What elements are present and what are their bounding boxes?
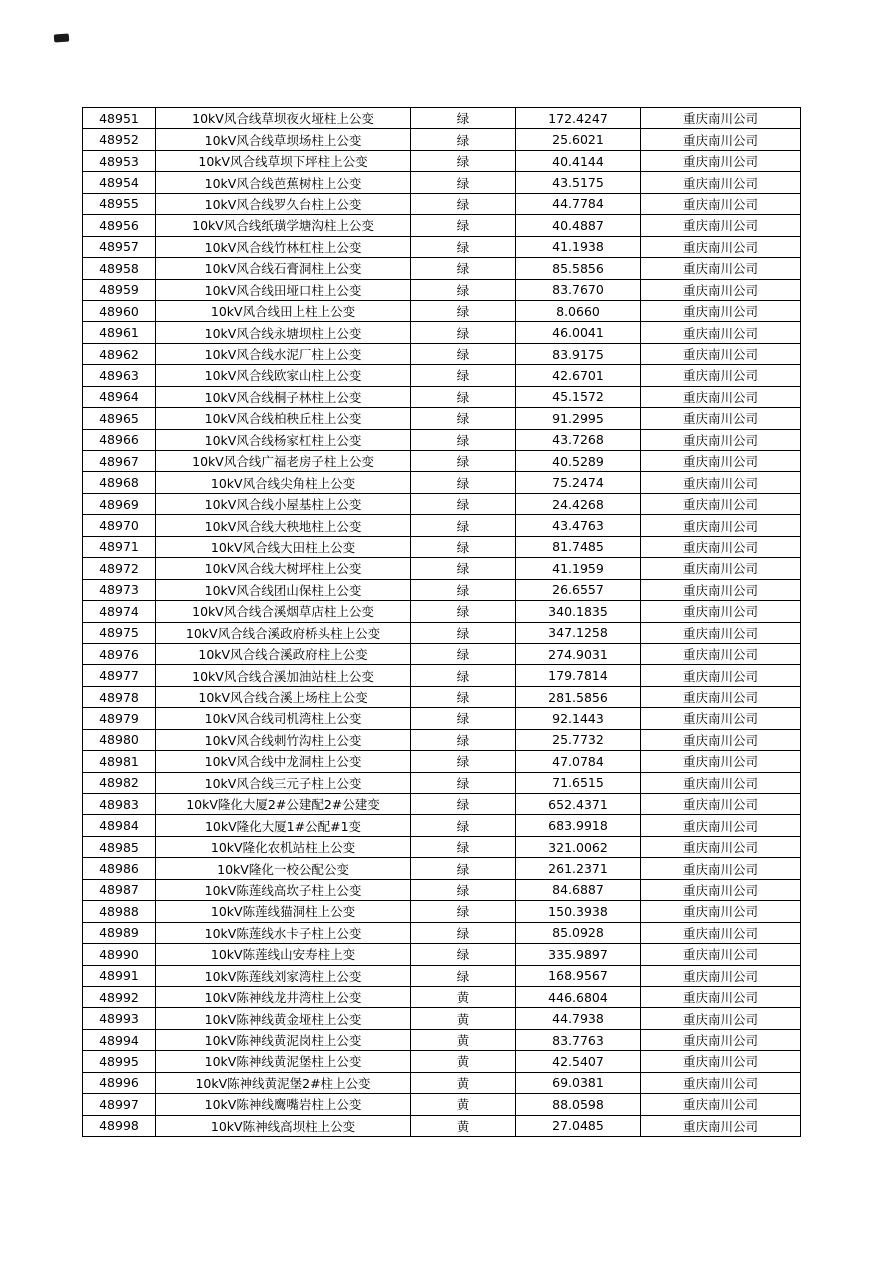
table-row [83,429,801,450]
transformer-name: 10kV风合线合溪烟草店柱上公变 [156,601,411,622]
status-color-label: 绿 [411,772,516,793]
table-row [83,815,801,836]
row-serial-number: 48951 [83,108,156,129]
table-row [83,643,801,664]
company-name: 重庆南川公司 [641,300,801,321]
load-value: 446.6804 [516,986,641,1007]
status-color-label: 黄 [411,1029,516,1050]
company-name: 重庆南川公司 [641,879,801,900]
transformer-name: 10kV陈神线黄泥堡2#柱上公变 [156,1072,411,1093]
transformer-name: 10kV风合线合溪加油站柱上公变 [156,665,411,686]
row-serial-number: 48958 [83,258,156,279]
row-serial-number: 48968 [83,472,156,493]
transformer-name: 10kV陈莲线高坎子柱上公变 [156,879,411,900]
status-color-label: 绿 [411,665,516,686]
row-serial-number: 48976 [83,643,156,664]
row-serial-number: 48965 [83,408,156,429]
transformer-name: 10kV风合线田垭口柱上公变 [156,279,411,300]
row-serial-number: 48970 [83,515,156,536]
transformer-name: 10kV风合线杨家杠柱上公变 [156,429,411,450]
status-color-label: 绿 [411,794,516,815]
load-value: 83.9175 [516,343,641,364]
table-row [83,1072,801,1093]
status-color-label: 绿 [411,451,516,472]
table-row [83,515,801,536]
table-row [83,129,801,150]
company-name: 重庆南川公司 [641,408,801,429]
table-row [83,451,801,472]
company-name: 重庆南川公司 [641,108,801,129]
company-name: 重庆南川公司 [641,515,801,536]
table-row [83,751,801,772]
transformer-name: 10kV陈莲线水卡子柱上公变 [156,922,411,943]
table-row [83,858,801,879]
company-name: 重庆南川公司 [641,815,801,836]
load-value: 43.4763 [516,515,641,536]
company-name: 重庆南川公司 [641,1072,801,1093]
company-name: 重庆南川公司 [641,858,801,879]
transformer-name: 10kV风合线小屋基柱上公变 [156,493,411,514]
row-serial-number: 48960 [83,300,156,321]
table-row [83,579,801,600]
company-name: 重庆南川公司 [641,558,801,579]
row-serial-number: 48953 [83,150,156,171]
table-row [83,150,801,171]
load-value: 46.0041 [516,322,641,343]
status-color-label: 绿 [411,429,516,450]
company-name: 重庆南川公司 [641,1094,801,1115]
company-name: 重庆南川公司 [641,258,801,279]
row-serial-number: 48969 [83,493,156,514]
row-serial-number: 48971 [83,536,156,557]
table-row [83,729,801,750]
status-color-label: 绿 [411,922,516,943]
row-serial-number: 48975 [83,622,156,643]
company-name: 重庆南川公司 [641,322,801,343]
transformer-name: 10kV风合线草坝场柱上公变 [156,129,411,150]
load-value: 335.9897 [516,944,641,965]
company-name: 重庆南川公司 [641,922,801,943]
status-color-label: 黄 [411,986,516,1007]
table-row [83,879,801,900]
load-value: 42.6701 [516,365,641,386]
row-serial-number: 48979 [83,708,156,729]
table-row [83,172,801,193]
transformer-name: 10kV风合线刺竹沟柱上公变 [156,729,411,750]
transformer-name: 10kV风合线合溪政府柱上公变 [156,643,411,664]
table-row [83,343,801,364]
status-color-label: 黄 [411,1094,516,1115]
company-name: 重庆南川公司 [641,343,801,364]
table-row [83,322,801,343]
load-value: 40.4887 [516,215,641,236]
table-row [83,493,801,514]
row-serial-number: 48987 [83,879,156,900]
transformer-name: 10kV风合线广福老房子柱上公变 [156,451,411,472]
row-serial-number: 48964 [83,386,156,407]
load-value: 84.6887 [516,879,641,900]
transformer-name: 10kV陈莲线刘家湾柱上公变 [156,965,411,986]
status-color-label: 绿 [411,172,516,193]
load-value: 85.0928 [516,922,641,943]
row-serial-number: 48997 [83,1094,156,1115]
company-name: 重庆南川公司 [641,986,801,1007]
company-name: 重庆南川公司 [641,1029,801,1050]
status-color-label: 绿 [411,515,516,536]
row-serial-number: 48954 [83,172,156,193]
row-serial-number: 48961 [83,322,156,343]
row-serial-number: 48956 [83,215,156,236]
load-value: 683.9918 [516,815,641,836]
transformer-name: 10kV隆化农机站柱上公变 [156,836,411,857]
status-color-label: 绿 [411,279,516,300]
transformer-name: 10kV风合线田上柱上公变 [156,300,411,321]
company-name: 重庆南川公司 [641,429,801,450]
company-name: 重庆南川公司 [641,172,801,193]
transformer-name: 10kV风合线桐子林柱上公变 [156,386,411,407]
row-serial-number: 48994 [83,1029,156,1050]
company-name: 重庆南川公司 [641,729,801,750]
transformer-data-table [82,107,801,1137]
row-serial-number: 48998 [83,1115,156,1136]
status-color-label: 绿 [411,622,516,643]
status-color-label: 绿 [411,965,516,986]
load-value: 71.6515 [516,772,641,793]
table-row [83,300,801,321]
transformer-name: 10kV风合线三元子柱上公变 [156,772,411,793]
row-serial-number: 48967 [83,451,156,472]
table-row [83,965,801,986]
status-color-label: 绿 [411,643,516,664]
status-color-label: 绿 [411,751,516,772]
transformer-name: 10kV风合线竹林杠柱上公变 [156,236,411,257]
row-serial-number: 48974 [83,601,156,622]
row-serial-number: 48982 [83,772,156,793]
status-color-label: 黄 [411,1008,516,1029]
company-name: 重庆南川公司 [641,386,801,407]
load-value: 281.5856 [516,686,641,707]
transformer-name: 10kV陈神线鹰嘴岩柱上公变 [156,1094,411,1115]
load-value: 92.1443 [516,708,641,729]
company-name: 重庆南川公司 [641,536,801,557]
row-serial-number: 48988 [83,901,156,922]
transformer-name: 10kV风合线团山保柱上公变 [156,579,411,600]
transformer-name: 10kV隆化大厦1#公配#1变 [156,815,411,836]
load-value: 45.1572 [516,386,641,407]
company-name: 重庆南川公司 [641,279,801,300]
table-row [83,922,801,943]
company-name: 重庆南川公司 [641,836,801,857]
transformer-name: 10kV风合线草坝下坪柱上公变 [156,150,411,171]
company-name: 重庆南川公司 [641,622,801,643]
company-name: 重庆南川公司 [641,601,801,622]
row-serial-number: 48991 [83,965,156,986]
load-value: 40.5289 [516,451,641,472]
status-color-label: 绿 [411,472,516,493]
table-row [83,408,801,429]
company-name: 重庆南川公司 [641,794,801,815]
company-name: 重庆南川公司 [641,686,801,707]
load-value: 150.3938 [516,901,641,922]
load-value: 40.4144 [516,150,641,171]
row-serial-number: 48984 [83,815,156,836]
transformer-name: 10kV隆化大厦2#公建配2#公建变 [156,794,411,815]
row-serial-number: 48995 [83,1051,156,1072]
status-color-label: 绿 [411,193,516,214]
table-row [83,365,801,386]
status-color-label: 绿 [411,901,516,922]
transformer-name: 10kV风合线合溪上场柱上公变 [156,686,411,707]
status-color-label: 绿 [411,215,516,236]
load-value: 42.5407 [516,1051,641,1072]
row-serial-number: 48962 [83,343,156,364]
table-body [83,108,801,1137]
status-color-label: 绿 [411,322,516,343]
table-row [83,193,801,214]
table-row [83,836,801,857]
status-color-label: 绿 [411,236,516,257]
load-value: 44.7784 [516,193,641,214]
load-value: 81.7485 [516,536,641,557]
load-value: 43.7268 [516,429,641,450]
load-value: 179.7814 [516,665,641,686]
transformer-name: 10kV陈莲线猫洞柱上公变 [156,901,411,922]
load-value: 652.4371 [516,794,641,815]
status-color-label: 绿 [411,879,516,900]
transformer-name: 10kV陈神线黄泥岗柱上公变 [156,1029,411,1050]
transformer-name: 10kV风合线永塘坝柱上公变 [156,322,411,343]
transformer-name: 10kV风合线纸璜学塘沟柱上公变 [156,215,411,236]
load-value: 44.7938 [516,1008,641,1029]
transformer-name: 10kV风合线中龙洞柱上公变 [156,751,411,772]
load-value: 69.0381 [516,1072,641,1093]
status-color-label: 绿 [411,365,516,386]
company-name: 重庆南川公司 [641,472,801,493]
row-serial-number: 48952 [83,129,156,150]
transformer-name: 10kV风合线柏秧丘柱上公变 [156,408,411,429]
load-value: 91.2995 [516,408,641,429]
table-row [83,1008,801,1029]
row-serial-number: 48986 [83,858,156,879]
company-name: 重庆南川公司 [641,193,801,214]
table-row [83,1029,801,1050]
company-name: 重庆南川公司 [641,236,801,257]
row-serial-number: 48989 [83,922,156,943]
company-name: 重庆南川公司 [641,451,801,472]
company-name: 重庆南川公司 [641,901,801,922]
status-color-label: 绿 [411,150,516,171]
company-name: 重庆南川公司 [641,772,801,793]
load-value: 8.0660 [516,300,641,321]
transformer-name: 10kV风合线合溪政府桥头柱上公变 [156,622,411,643]
load-value: 261.2371 [516,858,641,879]
company-name: 重庆南川公司 [641,665,801,686]
table-row [83,601,801,622]
status-color-label: 绿 [411,858,516,879]
status-color-label: 黄 [411,1072,516,1093]
status-color-label: 绿 [411,729,516,750]
transformer-name: 10kV风合线草坝夜火垭柱上公变 [156,108,411,129]
load-value: 75.2474 [516,472,641,493]
transformer-name: 10kV风合线欧家山柱上公变 [156,365,411,386]
status-color-label: 黄 [411,1051,516,1072]
table-row [83,986,801,1007]
transformer-name: 10kV风合线司机湾柱上公变 [156,708,411,729]
row-serial-number: 48966 [83,429,156,450]
transformer-name: 10kV风合线芭蕉树柱上公变 [156,172,411,193]
table-row [83,1094,801,1115]
company-name: 重庆南川公司 [641,1115,801,1136]
status-color-label: 绿 [411,815,516,836]
company-name: 重庆南川公司 [641,129,801,150]
load-value: 24.4268 [516,493,641,514]
company-name: 重庆南川公司 [641,215,801,236]
table-row [83,215,801,236]
company-name: 重庆南川公司 [641,579,801,600]
transformer-name: 10kV陈莲线山安寿柱上变 [156,944,411,965]
table-row [83,279,801,300]
transformer-name: 10kV陈神线高坝柱上公变 [156,1115,411,1136]
status-color-label: 绿 [411,601,516,622]
transformer-name: 10kV陈神线黄金垭柱上公变 [156,1008,411,1029]
status-color-label: 绿 [411,686,516,707]
row-serial-number: 48990 [83,944,156,965]
row-serial-number: 48983 [83,794,156,815]
load-value: 172.4247 [516,108,641,129]
row-serial-number: 48985 [83,836,156,857]
row-serial-number: 48959 [83,279,156,300]
transformer-name: 10kV隆化一校公配公变 [156,858,411,879]
status-color-label: 绿 [411,493,516,514]
table-row [83,1115,801,1136]
row-serial-number: 48963 [83,365,156,386]
company-name: 重庆南川公司 [641,365,801,386]
load-value: 25.6021 [516,129,641,150]
table-row [83,665,801,686]
table-row [83,686,801,707]
table-row [83,622,801,643]
table-row [83,108,801,129]
table-row [83,258,801,279]
table-row [83,536,801,557]
table-row [83,772,801,793]
table-row [83,236,801,257]
table-row [83,472,801,493]
row-serial-number: 48993 [83,1008,156,1029]
load-value: 83.7763 [516,1029,641,1050]
scan-artifact-mark [54,33,70,42]
company-name: 重庆南川公司 [641,643,801,664]
load-value: 27.0485 [516,1115,641,1136]
transformer-name: 10kV陈神线龙井湾柱上公变 [156,986,411,1007]
status-color-label: 绿 [411,408,516,429]
transformer-name: 10kV陈神线黄泥堡柱上公变 [156,1051,411,1072]
load-value: 41.1959 [516,558,641,579]
load-value: 321.0062 [516,836,641,857]
status-color-label: 绿 [411,579,516,600]
status-color-label: 绿 [411,343,516,364]
transformer-name: 10kV风合线石膏洞柱上公变 [156,258,411,279]
company-name: 重庆南川公司 [641,493,801,514]
transformer-name: 10kV风合线大田柱上公变 [156,536,411,557]
status-color-label: 绿 [411,536,516,557]
transformer-name: 10kV风合线大秧地柱上公变 [156,515,411,536]
row-serial-number: 48978 [83,686,156,707]
company-name: 重庆南川公司 [641,150,801,171]
load-value: 347.1258 [516,622,641,643]
transformer-name: 10kV风合线罗久台柱上公变 [156,193,411,214]
row-serial-number: 48992 [83,986,156,1007]
company-name: 重庆南川公司 [641,944,801,965]
row-serial-number: 48973 [83,579,156,600]
table-row [83,386,801,407]
load-value: 340.1835 [516,601,641,622]
load-value: 274.9031 [516,643,641,664]
status-color-label: 绿 [411,108,516,129]
status-color-label: 绿 [411,558,516,579]
table-row [83,794,801,815]
transformer-name: 10kV风合线大树坪柱上公变 [156,558,411,579]
row-serial-number: 48957 [83,236,156,257]
table-row [83,901,801,922]
row-serial-number: 48955 [83,193,156,214]
table-row [83,944,801,965]
company-name: 重庆南川公司 [641,751,801,772]
load-value: 168.9567 [516,965,641,986]
status-color-label: 绿 [411,300,516,321]
company-name: 重庆南川公司 [641,1051,801,1072]
table-row [83,1051,801,1072]
status-color-label: 绿 [411,944,516,965]
status-color-label: 绿 [411,708,516,729]
status-color-label: 绿 [411,386,516,407]
company-name: 重庆南川公司 [641,1008,801,1029]
table-row [83,558,801,579]
load-value: 85.5856 [516,258,641,279]
transformer-name: 10kV风合线尖角柱上公变 [156,472,411,493]
row-serial-number: 48972 [83,558,156,579]
row-serial-number: 48980 [83,729,156,750]
company-name: 重庆南川公司 [641,708,801,729]
load-value: 26.6557 [516,579,641,600]
company-name: 重庆南川公司 [641,965,801,986]
status-color-label: 绿 [411,836,516,857]
row-serial-number: 48981 [83,751,156,772]
row-serial-number: 48996 [83,1072,156,1093]
load-value: 43.5175 [516,172,641,193]
load-value: 88.0598 [516,1094,641,1115]
load-value: 83.7670 [516,279,641,300]
status-color-label: 绿 [411,129,516,150]
status-color-label: 黄 [411,1115,516,1136]
load-value: 25.7732 [516,729,641,750]
table-row [83,708,801,729]
load-value: 47.0784 [516,751,641,772]
row-serial-number: 48977 [83,665,156,686]
status-color-label: 绿 [411,258,516,279]
transformer-name: 10kV风合线水泥厂柱上公变 [156,343,411,364]
load-value: 41.1938 [516,236,641,257]
